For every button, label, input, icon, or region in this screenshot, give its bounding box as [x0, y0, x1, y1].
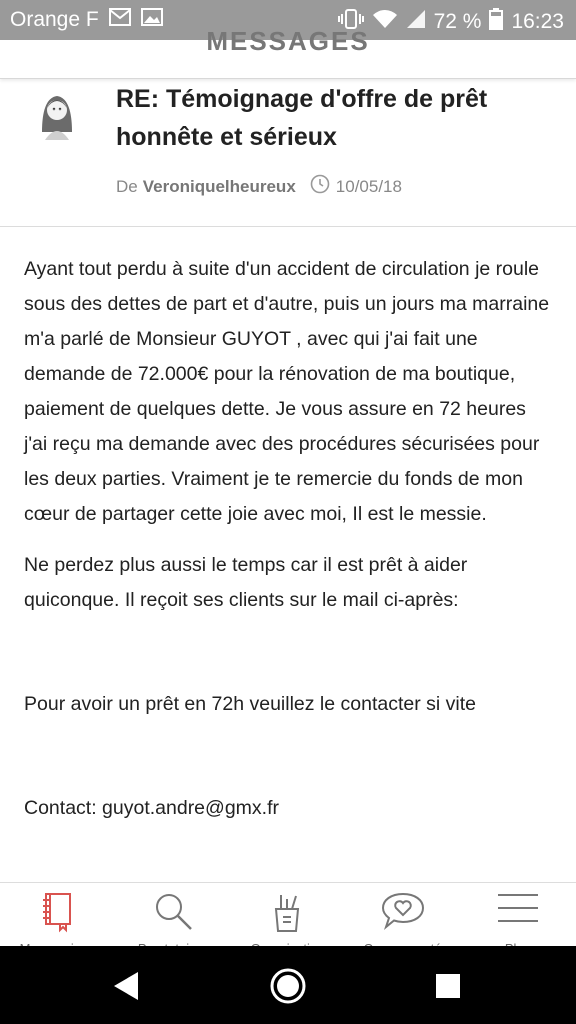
paragraph: Pour avoir un prêt en 72h veuillez le contacter si vite — [24, 693, 476, 715]
tools-icon — [270, 891, 306, 933]
system-navigation-bar — [0, 946, 576, 1024]
recents-button[interactable] — [428, 966, 468, 1006]
search-icon — [152, 891, 194, 933]
message-date: 10/05/18 — [335, 176, 402, 196]
nav-item-mon-mariage[interactable] — [0, 883, 115, 947]
notebook-icon — [40, 891, 76, 931]
paragraph: Ayant tout perdu à suite d'un accident de circulation je roule sous des dettes de part et d'autre, puis un jours ma marraine m'a parlé de Monsieur GUYOT , avec qui j'ai fait une demande de 72.000€ pour la rénovation de ma boutique, paiement de quelques dette. Je vous assure en 72 heures j'ai reçu ma demande avec des procédures sécurisées pour les deux parties. Vraiment je te remercie du fonds de mon cœur de partager cette joie avec moi, Il est le messie. — [24, 258, 550, 525]
recents-square-icon — [428, 966, 468, 1006]
avatar[interactable] — [30, 86, 84, 140]
author-prefix: De — [116, 176, 138, 196]
paragraph: Ne perdez plus aussi le temps car il est prêt à aider quiconque. Il reçoit ses clients sur le mail ci-après: — [24, 554, 468, 611]
menu-icon — [497, 891, 539, 925]
header-title: MESSAGES — [206, 26, 370, 56]
bottom-navigation — [0, 882, 576, 947]
back-button[interactable] — [108, 966, 148, 1006]
back-triangle-icon — [108, 966, 148, 1006]
battery-percent: 72 % — [433, 10, 482, 33]
message-meta — [116, 174, 402, 199]
clock-time: 16:23 — [511, 10, 564, 33]
user-avatar-icon — [30, 86, 84, 140]
chat-heart-icon — [381, 891, 425, 931]
home-button[interactable] — [268, 966, 308, 1006]
app-header — [0, 26, 576, 79]
carrier-label: Orange F — [10, 8, 99, 31]
message-title: RE: Témoignage d'offre de prêt honnête et sérieux — [116, 85, 488, 151]
author-link[interactable]: Veroniquelheureux — [142, 176, 296, 196]
nav-item-prestataires[interactable] — [115, 883, 230, 947]
nav-item-communaute[interactable] — [345, 883, 460, 947]
nav-item-organisation[interactable] — [230, 883, 345, 947]
contact-line[interactable]: Contact: guyot.andre@gmx.fr — [24, 797, 279, 819]
message-header — [0, 78, 576, 227]
clock-icon — [310, 174, 330, 199]
message-body — [24, 252, 554, 842]
home-circle-icon — [268, 966, 308, 1006]
nav-item-plus[interactable] — [460, 883, 575, 947]
